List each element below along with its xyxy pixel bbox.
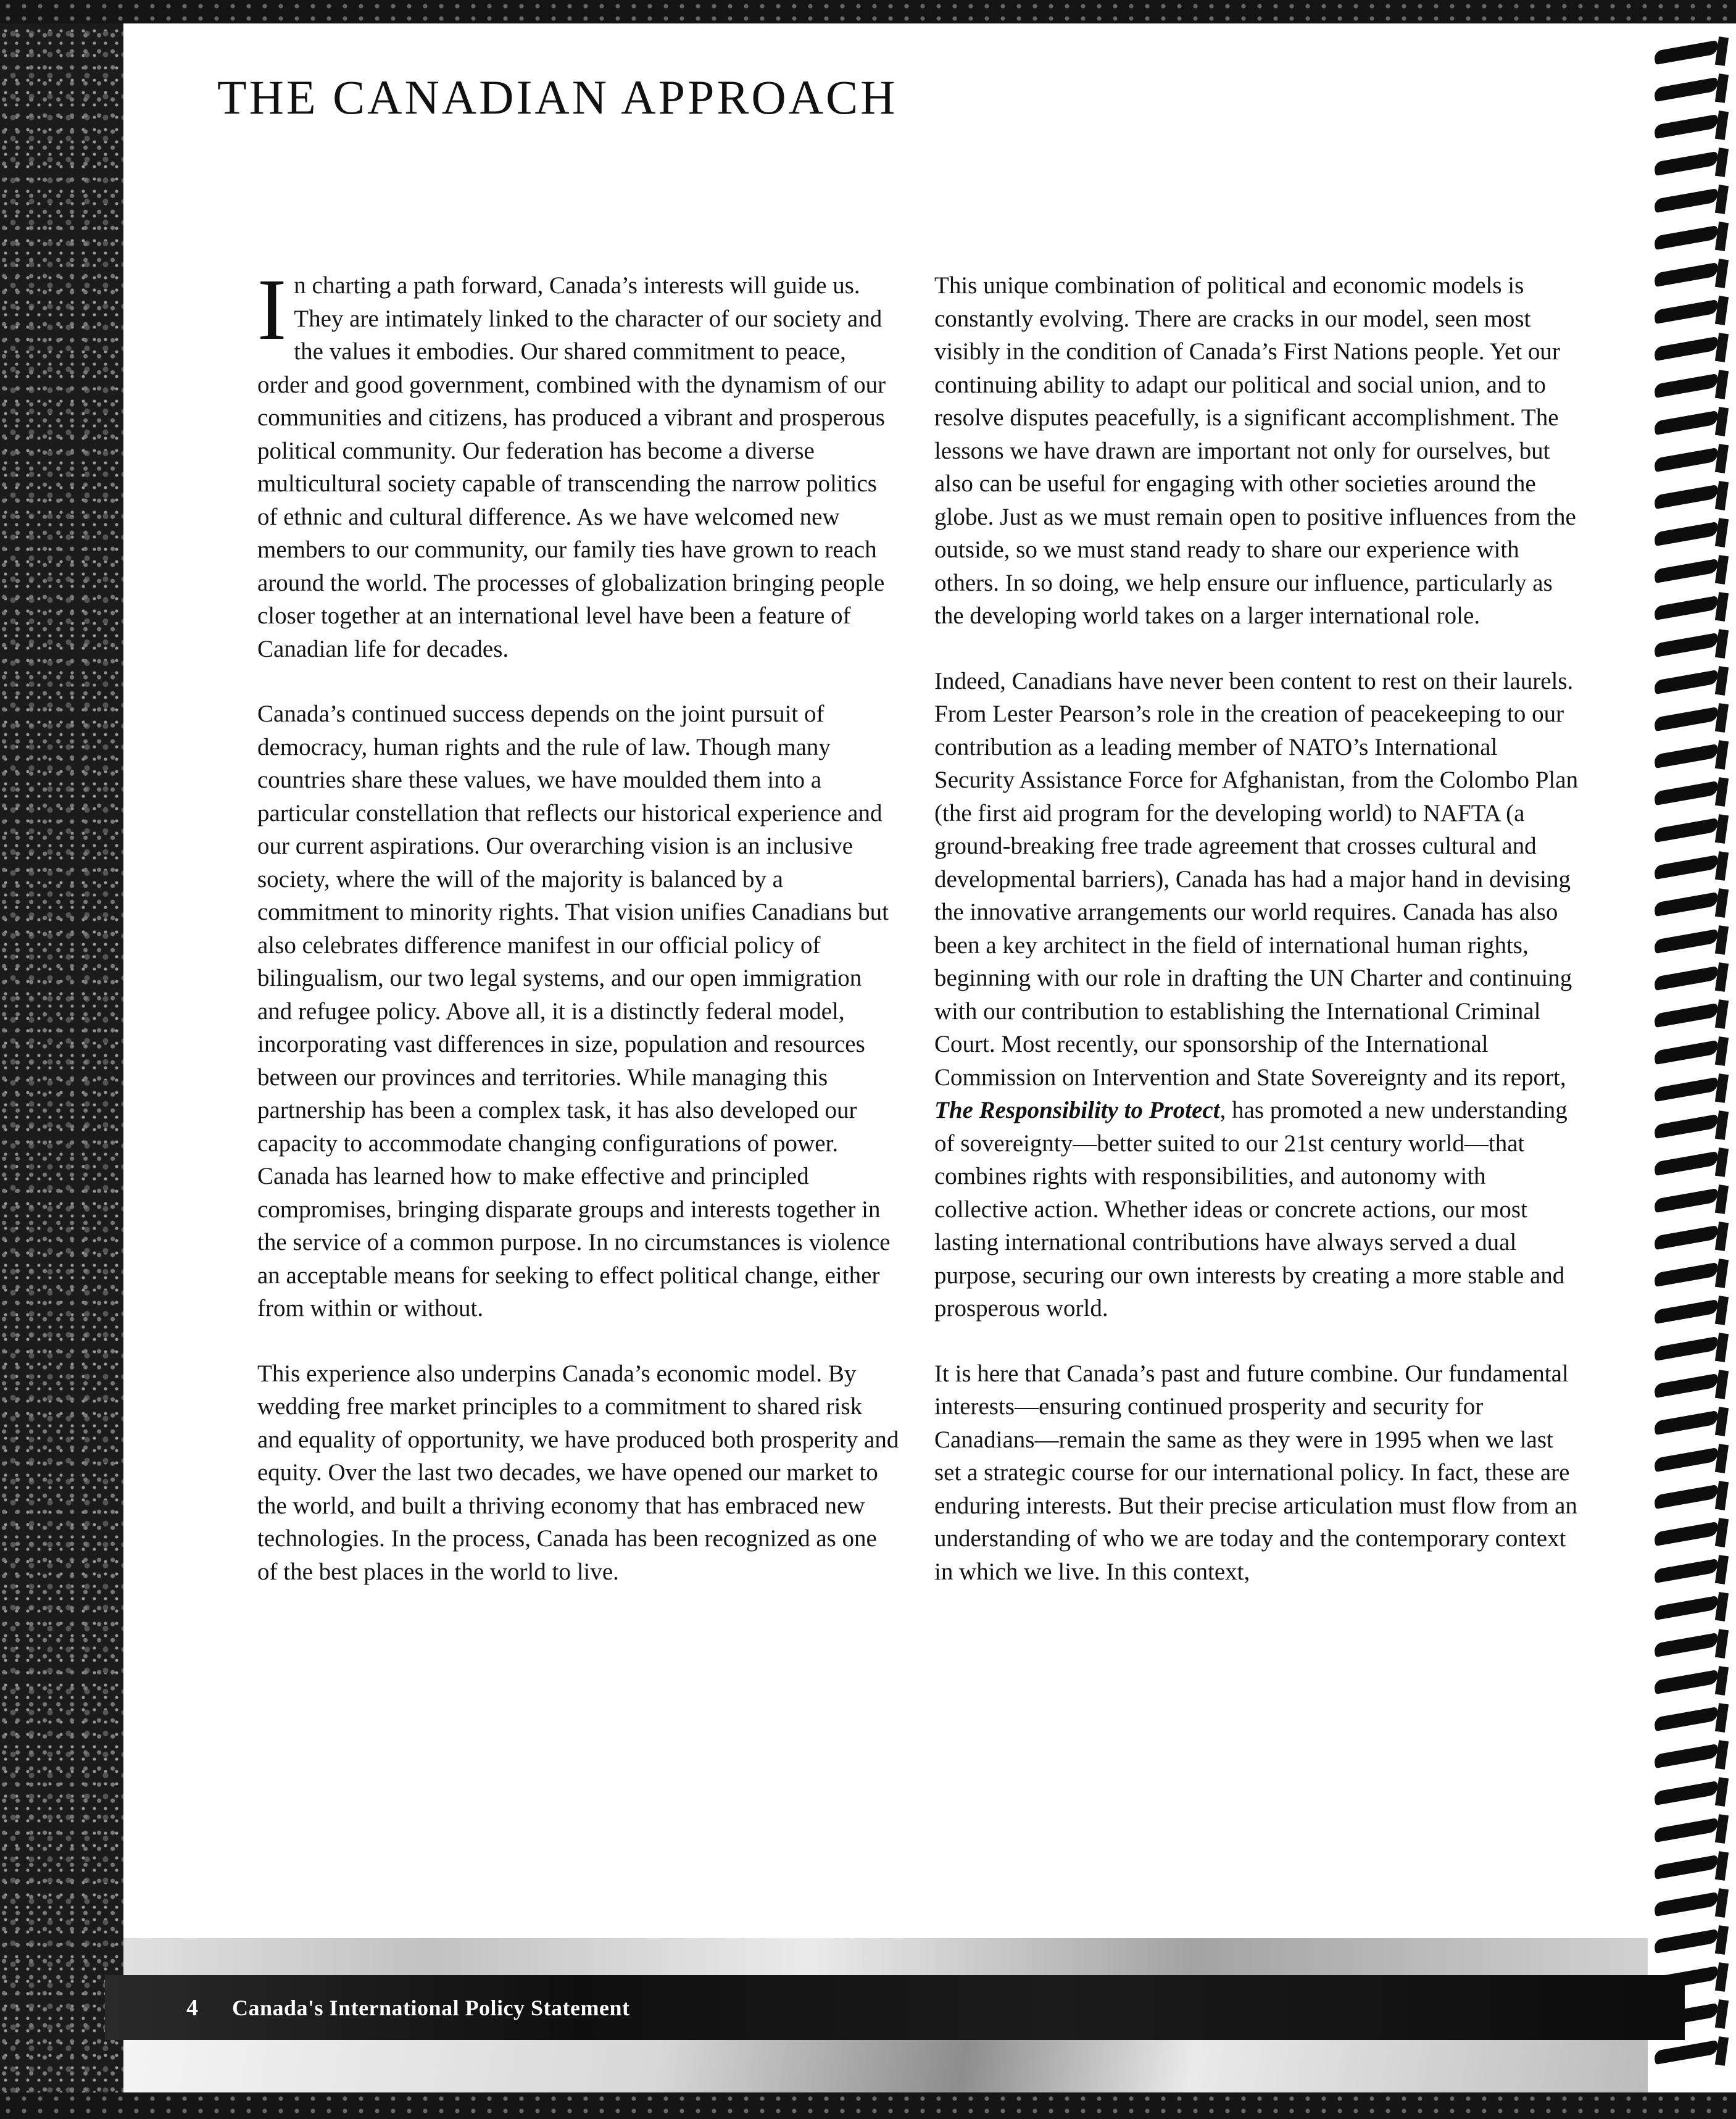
binding-coil: [1648, 1116, 1736, 1141]
binding-coil: [1648, 1153, 1736, 1178]
binding-coil: [1648, 1338, 1736, 1363]
binding-coil: [1648, 523, 1736, 548]
binding-coil: [1648, 1264, 1736, 1289]
binding-coil: [1648, 449, 1736, 474]
binding-coil: [1648, 1449, 1736, 1474]
paragraph-text: n charting a path forward, Canada’s interests will guide us. They are intimately linked to the character of our society and the values it embodies. Our shared commitment to peace, order and good government, combined with the dynamism of our communities and citizens, has produced a vibrant and prosperous political community. Our federation has become a diverse multicultural society capable of transcending the narrow politics of ethnic and cultural difference. As we have welcomed new members to our community, our family ties have grown to reach around the world. The processes of globalization bringing people closer together at an international level have been a feature of Canadian life for decades.: [257, 272, 886, 662]
binding-coil: [1648, 1634, 1736, 1659]
binding-coil: [1648, 1931, 1736, 1955]
binding-coil: [1648, 1486, 1736, 1511]
binding-coil: [1648, 1783, 1736, 1807]
binding-coil: [1648, 190, 1736, 215]
left-margin-texture: [0, 0, 123, 2119]
page-number: 4: [186, 1994, 198, 2021]
binding-coil: [1648, 116, 1736, 141]
binding-coil: [1648, 1857, 1736, 1881]
binding-coil: [1648, 1597, 1736, 1622]
drop-cap: I: [257, 260, 287, 358]
binding-coil: [1648, 1709, 1736, 1733]
binding-coil: [1648, 264, 1736, 289]
binding-coil: [1648, 709, 1736, 733]
binding-coil: [1648, 1227, 1736, 1252]
binding-coil: [1648, 1042, 1736, 1067]
binding-coil: [1648, 1523, 1736, 1548]
binding-coil: [1648, 486, 1736, 511]
binding-coil: [1648, 1894, 1736, 1918]
page-title: THE CANADIAN APPROACH: [217, 70, 898, 124]
binding-coil: [1648, 672, 1736, 696]
document-page: [123, 23, 1648, 2092]
binding-coil: [1648, 931, 1736, 955]
binding-coil: [1648, 894, 1736, 918]
bottom-edge-texture: [0, 2092, 1736, 2119]
binding-coil: [1648, 301, 1736, 326]
spiral-binding: [1648, 23, 1736, 2092]
binding-coil: [1648, 1079, 1736, 1104]
footer-lower-band: [123, 2040, 1648, 2092]
binding-coil: [1648, 820, 1736, 844]
paragraph: [257, 260, 902, 665]
footer-band: [105, 1975, 1685, 2040]
binding-coil: [1648, 560, 1736, 585]
binding-coil: [1648, 412, 1736, 437]
binding-coil: [1648, 968, 1736, 993]
binding-coil: [1648, 1190, 1736, 1215]
binding-coil: [1648, 2042, 1736, 2067]
binding-coil: [1648, 783, 1736, 807]
binding-coil: [1648, 1005, 1736, 1030]
footer-shade: [123, 1938, 1648, 1975]
paragraph: This experience also underpins Canada’s economic model. By wedding free market principles to a commitment to shared risk and equality of opportunity, we have produced both prosperity and equity. Over the last two decades, we have opened our market to the world, and built a thriving economy that has embraced new technologies. In the process, Canada has been recognized as one of the best places in the world to live.: [257, 1360, 899, 1585]
binding-coil: [1648, 1412, 1736, 1437]
binding-coil: [1648, 42, 1736, 67]
binding-coil: [1648, 1560, 1736, 1585]
left-column: [257, 260, 902, 1620]
binding-coil: [1648, 338, 1736, 363]
binding-coil: [1648, 227, 1736, 252]
footer-label: Canada's International Policy Statement: [232, 1995, 630, 2020]
binding-coil: [1648, 79, 1736, 104]
paragraph: This unique combination of political and economic models is constantly evolving. There are cracks in our model, seen most visibly in the condition of Canada’s First Nations people. Yet our continuing ability to adapt our political and social union, and to resolve disputes peacefully, is a significant accomplishment. The lessons we have drawn are important not only for ourselves, but also can be useful for engaging with other societies around the globe. Just as we must remain open to positive influences from the outside, so we must stand ready to share our experience with others. In so doing, we help ensure our influence, particularly as the developing world takes on a larger international role.: [934, 272, 1576, 629]
paragraph: Canada’s continued success depends on the joint pursuit of democracy, human rights and the rule of law. Though many countries share these values, we have moulded them into a particular constellation that reflects our historical experience and our current aspirations. Our overarching vision is an inclusive society, where the will of the majority is balanced by a commitment to minority rights. That vision unifies Canadians but also celebrates difference manifest in our official policy of bilingualism, our two legal systems, and our open immigration and refugee policy. Above all, it is a distinctly federal model, incorporating vast differences in size, population and resources between our provinces and territories. While managing this partnership has been a complex task, it has also developed our capacity to accommodate changing configurations of power. Canada has learned how to make effective and principled compromises, bringing disparate groups and interests together in the service of a common purpose. In no circumstances is violence an acceptable means for seeking to effect political change, either from within or without.: [257, 701, 891, 1322]
binding-coil: [1648, 375, 1736, 400]
binding-coil: [1648, 857, 1736, 881]
paragraph-text: Indeed, Canadians have never been content to rest on their laurels. From Lester Pearson’s role in the creation of peacekeeping to our contribution as a leading member of NATO’s International Security Assistance Force for Afghanistan, from the Colombo Plan (the first aid program for the developing world) to NAFTA (a ground-breaking free trade agreement that crosses cultural and developmental barriers), Canada has had a major hand in devising the innovative arrangements our world requires. Canada has also been a key architect in the field of international human rights, beginning with our role in drafting the UN Charter and continuing with our contribution to establishing the International Criminal Court. Most recently, our sponsorship of the International Commission on Intervention and State Sovereignty and its report,: [934, 667, 1579, 1091]
paragraph: [934, 665, 1579, 1325]
paragraph-text: , has promoted a new understanding of sovereignty—better suited to our 21st century world—that combines rights with responsibilities, and autonomy with collective action. Whether ideas or concrete actions, our most lasting international contributions have always served a dual purpose, securing our own interests by creating a more stable and prosperous world.: [934, 1097, 1568, 1322]
binding-coil: [1648, 1301, 1736, 1326]
top-edge-texture: [0, 0, 1736, 23]
binding-coil: [1648, 153, 1736, 178]
right-column: [934, 269, 1579, 1620]
report-title: The Responsibility to Protect: [934, 1097, 1220, 1123]
binding-coil: [1648, 746, 1736, 770]
paragraph: It is here that Canada’s past and future combine. Our fundamental interests—ensuring continued prosperity and security for Canadians—remain the same as they were in 1995 when we last set a strategic course for our international policy. In fact, these are enduring interests. But their precise articulation must flow from an understanding of who we are today and the contemporary context in which we live. In this context,: [934, 1360, 1577, 1585]
binding-coil: [1648, 1375, 1736, 1400]
binding-coil: [1648, 597, 1736, 622]
binding-coil: [1648, 1671, 1736, 1696]
binding-coil: [1648, 635, 1736, 659]
binding-coil: [1648, 1746, 1736, 1770]
binding-coil: [1648, 1820, 1736, 1844]
